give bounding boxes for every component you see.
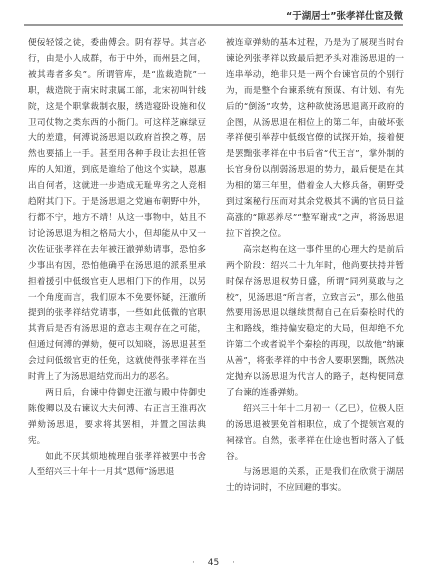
paragraph: 绍兴三十年十二月初一（乙巳），位极人臣的汤思退被罢免首相职位，成了个提领宫观的祠禄官。自然，张孝祥在仕途也暂时落入了低谷。 <box>226 403 404 462</box>
paragraph: 高宗赵构在这一事件里的心理大约是前后两个阶段：绍兴二十九年时，他尚要扶持并暂时保存汤思退权势日盛，所谓“同列莫敢与之校”，见汤思退“所言者，立致言云”，那么他虽然要用汤思退以继续贯彻自己在后秦桧时代的主和路线，维持偏安稳定的大局，但却绝不允许第二个或者说半个秦桧的再现，以故他“纳谏从善”，将张孝祥的中书舍人要职罢黜，既然决定抛弃以汤思退为代言人的路子，赵构便同意了台谏的连番弹劾。 <box>226 244 404 398</box>
paragraph: 两日后，台谏中侍御史汪澈与殿中侍御史陈俊卿以及右谏议大夫何溥、右正言王淮再次弹劾汤思退，要求将其罢相，并置之国法典宪。 <box>28 387 206 446</box>
paragraph: 被连章弹劾的基本过程，乃是为了展现当时台谏论列张孝祥以致最后把矛头对准汤思退的一连串举动，绝非只是一两个台谏官员的个别行为，而是整个台谏系统有预谋、有计划、有先后的“倒汤”攻势，这种欲使汤思退离开政府的企图，从汤思退在相位上的第二年，由破坏张孝祥便引举荐中低级官僚的试探开始，接着便是罢黜张孝祥在中书后省“代王言”，掌外制的长官身份以削弱汤思退的势力，最后便是在其为相的第三年里，借着金人大修兵备，朝野受到过案秘行压而对其余党极其不满的官员日益高涨的“隙恶养尽”“整军谢戎”之声，将汤思退拉下首揆之位。 <box>226 38 404 239</box>
footer-dot-left: · <box>192 558 195 568</box>
page-number: 45 <box>207 558 220 568</box>
paragraph: 如此不厌其烦地梳理自张孝祥被罢中书舍人至绍兴三十年十一月其“恩师”汤思退 <box>28 451 206 478</box>
paragraph: 与汤思退的关系，正是我们在欣赏于湖居士的诗词时，不应回避的事实。 <box>226 467 404 494</box>
right-text-column <box>226 36 404 497</box>
paragraph: 便佞轻馁之徒，委曲傅会。阴有荐导。其言必行，由是小人成群，布于中外，而州县之间，被其毒者多矣”。所谓管库，是“监裁造院”一职，裁造院于南宋时隶属工部，北宋初叫针线院，这是个职掌裁制衣服，绣造寝卧设施和仪卫司仗物之类东西的小衙门。可这样芝麻绿豆大的差遣，何溥说汤思退以政府首揆之尊，居然也要插上一手。甚至用各种手段让去担任管库的人知道，到底是谁给了他这个实缺，恩惠出自何者，这就进一步造成无耻卑劣之人竞相趋附其门下。于是汤思退之党遍布朝野中外，行都不宁，地方不靖！从这一事物中，姑且不讨论汤思退为相之格局大小，但却能从中又一次佐证张孝祥在去年被汪澈弹劾请事，恐怕多少事出有因，恐怕他确乎在汤思退的派系里承担着援引中低级官吏人思相门下的作用，以另一个角度而言，我们原本不免要怀疑，汪澈所提到的张孝祥结党请事，一些如此低微的官职其背后是否有汤思退的意志主观存在之可能，但通过何溥的弹劾，便可以知晓，汤思退甚至会过问低级官吏的任免，这就使得张孝祥在当时背上了为汤思退结党而出力的恶名。 <box>28 38 206 383</box>
left-text-column <box>28 36 206 481</box>
running-header-title: “于湖居士”张孝祥仕宦及微 <box>286 11 403 22</box>
page-number-footer <box>0 558 427 568</box>
footer-dot-right: · <box>232 558 235 568</box>
header-divider <box>24 24 403 26</box>
